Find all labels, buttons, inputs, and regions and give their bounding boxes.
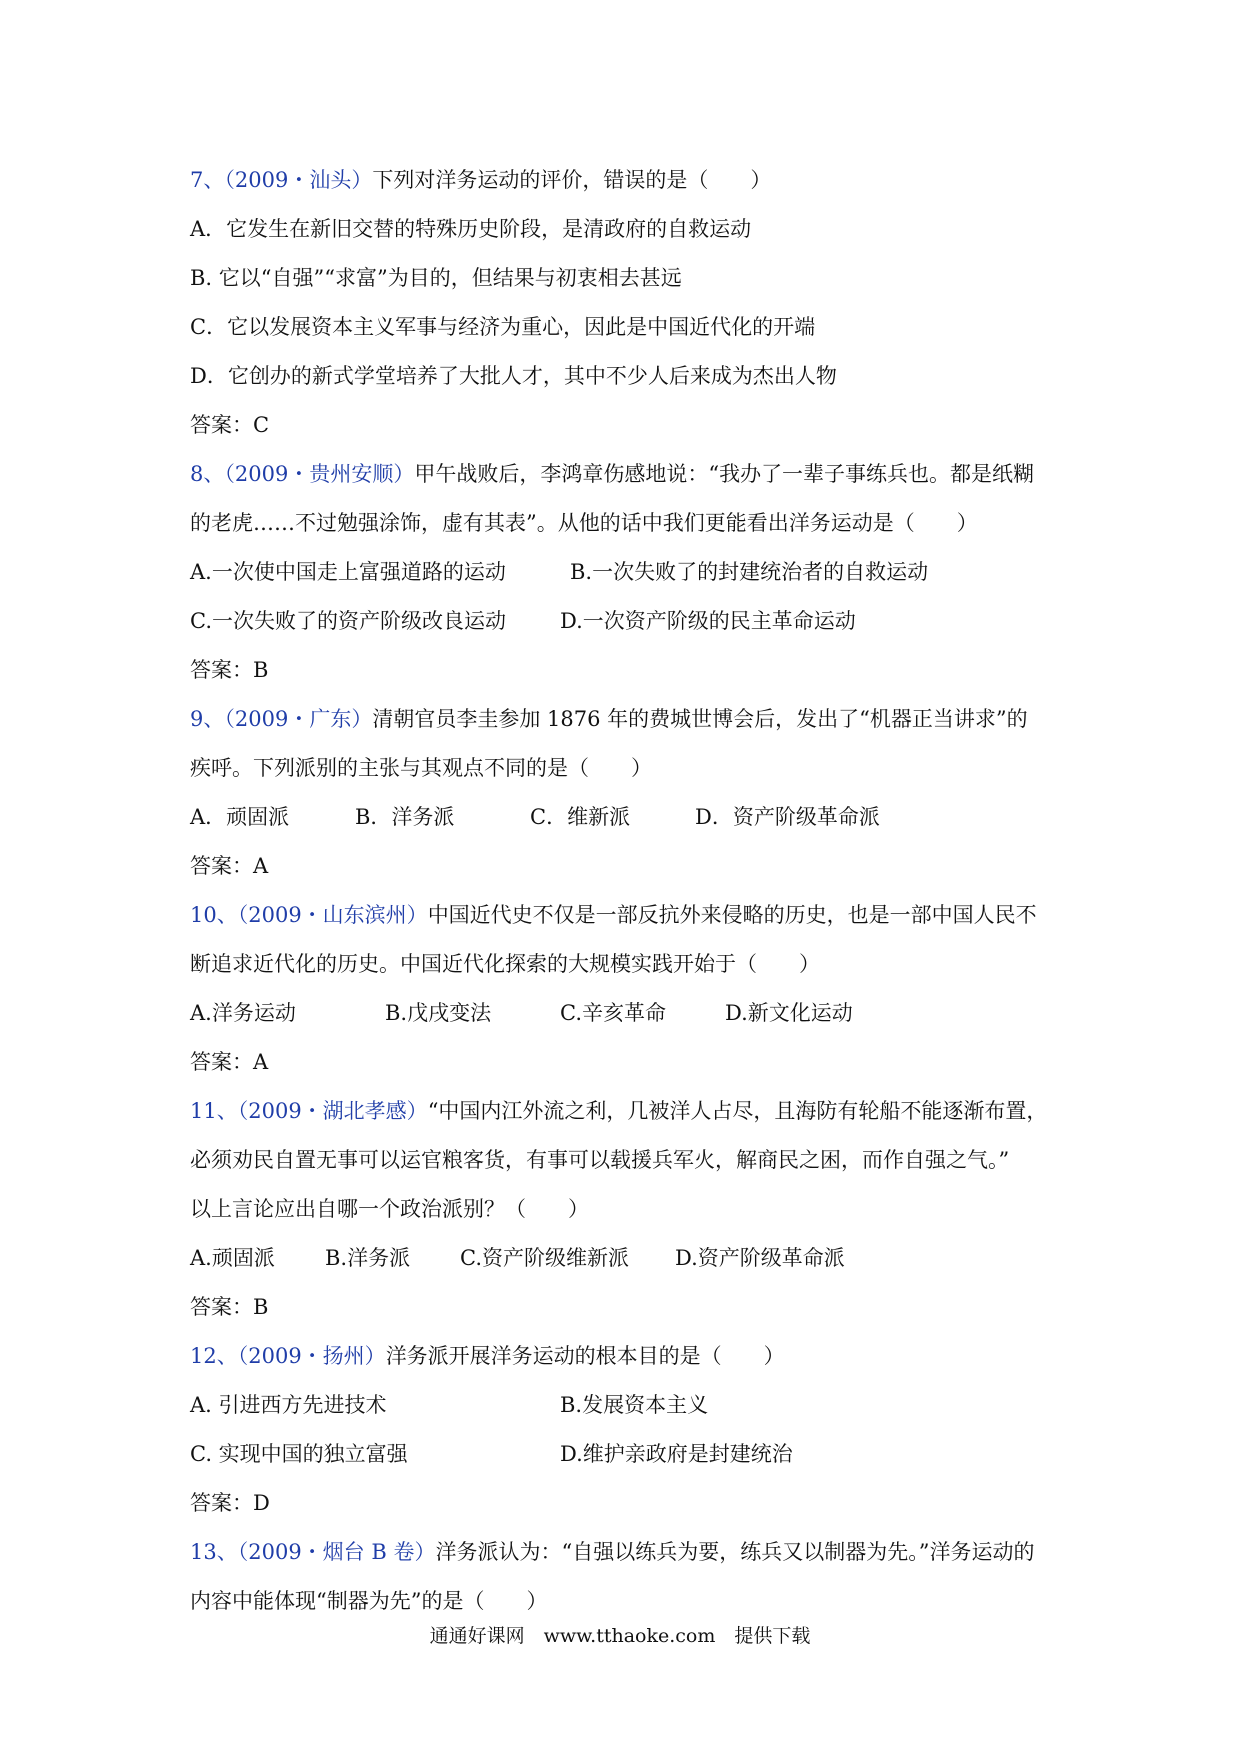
answer-key: 答案：B [190, 658, 269, 682]
question-text: 洋务派认为：“自强以练兵为要，练兵又以制器为先。”洋务运动的 [435, 1540, 1035, 1564]
question-text: 以上言论应出自哪一个政治派别？（ ） [190, 1197, 589, 1221]
question-text: 的老虎……不过勉强涂饰，虚有其表”。从他的话中我们更能看出洋务运动是（ ） [190, 511, 978, 535]
question-stem [190, 1332, 1070, 1381]
question-number: 7、 [190, 168, 225, 192]
answer-option: D.一次资产阶级的民主革命运动 [560, 609, 856, 633]
answer-option: A．它发生在新旧交替的特殊历史阶段，是清政府的自救运动 [190, 217, 752, 241]
question-stem [190, 156, 1070, 205]
question-source: （2009・广东） [224, 707, 373, 731]
answer-option: B.洋务派 [325, 1246, 411, 1270]
answer-option: B. 它以“自强”“求富”为目的，但结果与初衷相去甚远 [190, 266, 682, 290]
answer-option: C．它以发展资本主义军事与经济为重心，因此是中国近代化的开端 [190, 315, 816, 339]
question-text: 甲午战败后，李鸿章伤感地说：“我办了一辈子事练兵也。都是纸糊 [414, 462, 1035, 486]
answer-option: A. 引进西方先进技术 [190, 1393, 387, 1417]
answer-option: A.一次使中国走上富强道路的运动 [190, 560, 506, 584]
question-text: 断追求近代化的历史。中国近代化探索的大规模实践开始于（ ） [190, 952, 820, 976]
question-text: 必须劝民自置无事可以运官粮客货，有事可以载援兵军火，解商民之困，而作自强之气。” [190, 1148, 1010, 1172]
option-row [190, 1234, 1070, 1283]
answer-key: 答案：A [190, 854, 269, 878]
question-stem [190, 891, 1070, 940]
question-text: 下列对洋务运动的评价，错误的是（ ） [372, 168, 772, 192]
question-number: 10、 [190, 903, 238, 927]
option-row [190, 793, 1070, 842]
question-source: （2009・烟台 B 卷） [237, 1540, 436, 1564]
question-number: 13、 [190, 1540, 238, 1564]
question-text: “中国内江外流之利，几被洋人占尽，且海防有轮船不能逐渐布置， [427, 1099, 1048, 1123]
question-source: （2009・汕头） [224, 168, 373, 192]
option-row [190, 989, 1070, 1038]
question-source: （2009・湖北孝感） [237, 1099, 428, 1123]
question-text: 疾呼。下列派别的主张与其观点不同的是（ ） [190, 756, 652, 780]
answer-option: A.顽固派 [190, 1246, 275, 1270]
answer-option: B.戊戌变法 [385, 1001, 492, 1025]
question-stem-continued [190, 744, 1070, 793]
answer-option: C.一次失败了的资产阶级改良运动 [190, 609, 506, 633]
option-row [190, 597, 1070, 646]
answer-option: A.洋务运动 [190, 1001, 296, 1025]
answer-option: D.资产阶级革命派 [675, 1246, 845, 1270]
answer-option: C. 实现中国的独立富强 [190, 1442, 408, 1466]
question-stem [190, 450, 1070, 499]
answer-option: B.一次失败了的封建统治者的自救运动 [570, 560, 929, 584]
answer-key: 答案：D [190, 1491, 270, 1515]
answer-key: 答案：B [190, 1295, 269, 1319]
option-row [190, 1381, 1070, 1430]
answer-option: C．维新派 [530, 805, 631, 829]
question-text: 清朝官员李圭参加 1876 年的费城世博会后，发出了“机器正当讲求”的 [372, 707, 1028, 731]
answer-option: D．它创办的新式学堂培养了大批人才，其中不少人后来成为杰出人物 [190, 364, 837, 388]
question-text: 洋务派开展洋务运动的根本目的是（ ） [385, 1344, 785, 1368]
question-number: 9、 [190, 707, 225, 731]
question-text: 内容中能体现“制器为先”的是（ ） [190, 1589, 548, 1613]
question-source: （2009・贵州安顺） [224, 462, 415, 486]
answer-option: C.辛亥革命 [560, 1001, 666, 1025]
question-number: 8、 [190, 462, 225, 486]
answer-option: B.发展资本主义 [560, 1393, 709, 1417]
question-source: （2009・山东滨州） [237, 903, 428, 927]
answer-option: D．资产阶级革命派 [695, 805, 880, 829]
option-row [190, 548, 1070, 597]
answer-option: B．洋务派 [355, 805, 455, 829]
answer-option: D.新文化运动 [725, 1001, 853, 1025]
question-stem-continued [190, 1136, 1070, 1185]
question-stem-continued [190, 1577, 1070, 1626]
question-stem [190, 1087, 1070, 1136]
question-source: （2009・扬州） [237, 1344, 386, 1368]
answer-option: C.资产阶级维新派 [460, 1246, 629, 1270]
answer-option: A．顽固派 [190, 805, 290, 829]
question-text: 中国近代史不仅是一部反抗外来侵略的历史，也是一部中国人民不 [427, 903, 1037, 927]
question-stem [190, 695, 1070, 744]
question-number: 12、 [190, 1344, 238, 1368]
answer-key: 答案：C [190, 413, 270, 437]
question-stem-continued [190, 940, 1070, 989]
question-number: 11、 [190, 1099, 238, 1123]
option-row [190, 1430, 1070, 1479]
question-list [190, 156, 1070, 1626]
answer-option: D.维护亲政府是封建统治 [560, 1442, 793, 1466]
answer-key: 答案：A [190, 1050, 269, 1074]
question-stem [190, 1528, 1070, 1577]
question-stem-continued [190, 499, 1070, 548]
question-stem-continued [190, 1185, 1070, 1234]
page-footer: 通通好课网 www.tthaoke.com 提供下载 [429, 1625, 811, 1647]
